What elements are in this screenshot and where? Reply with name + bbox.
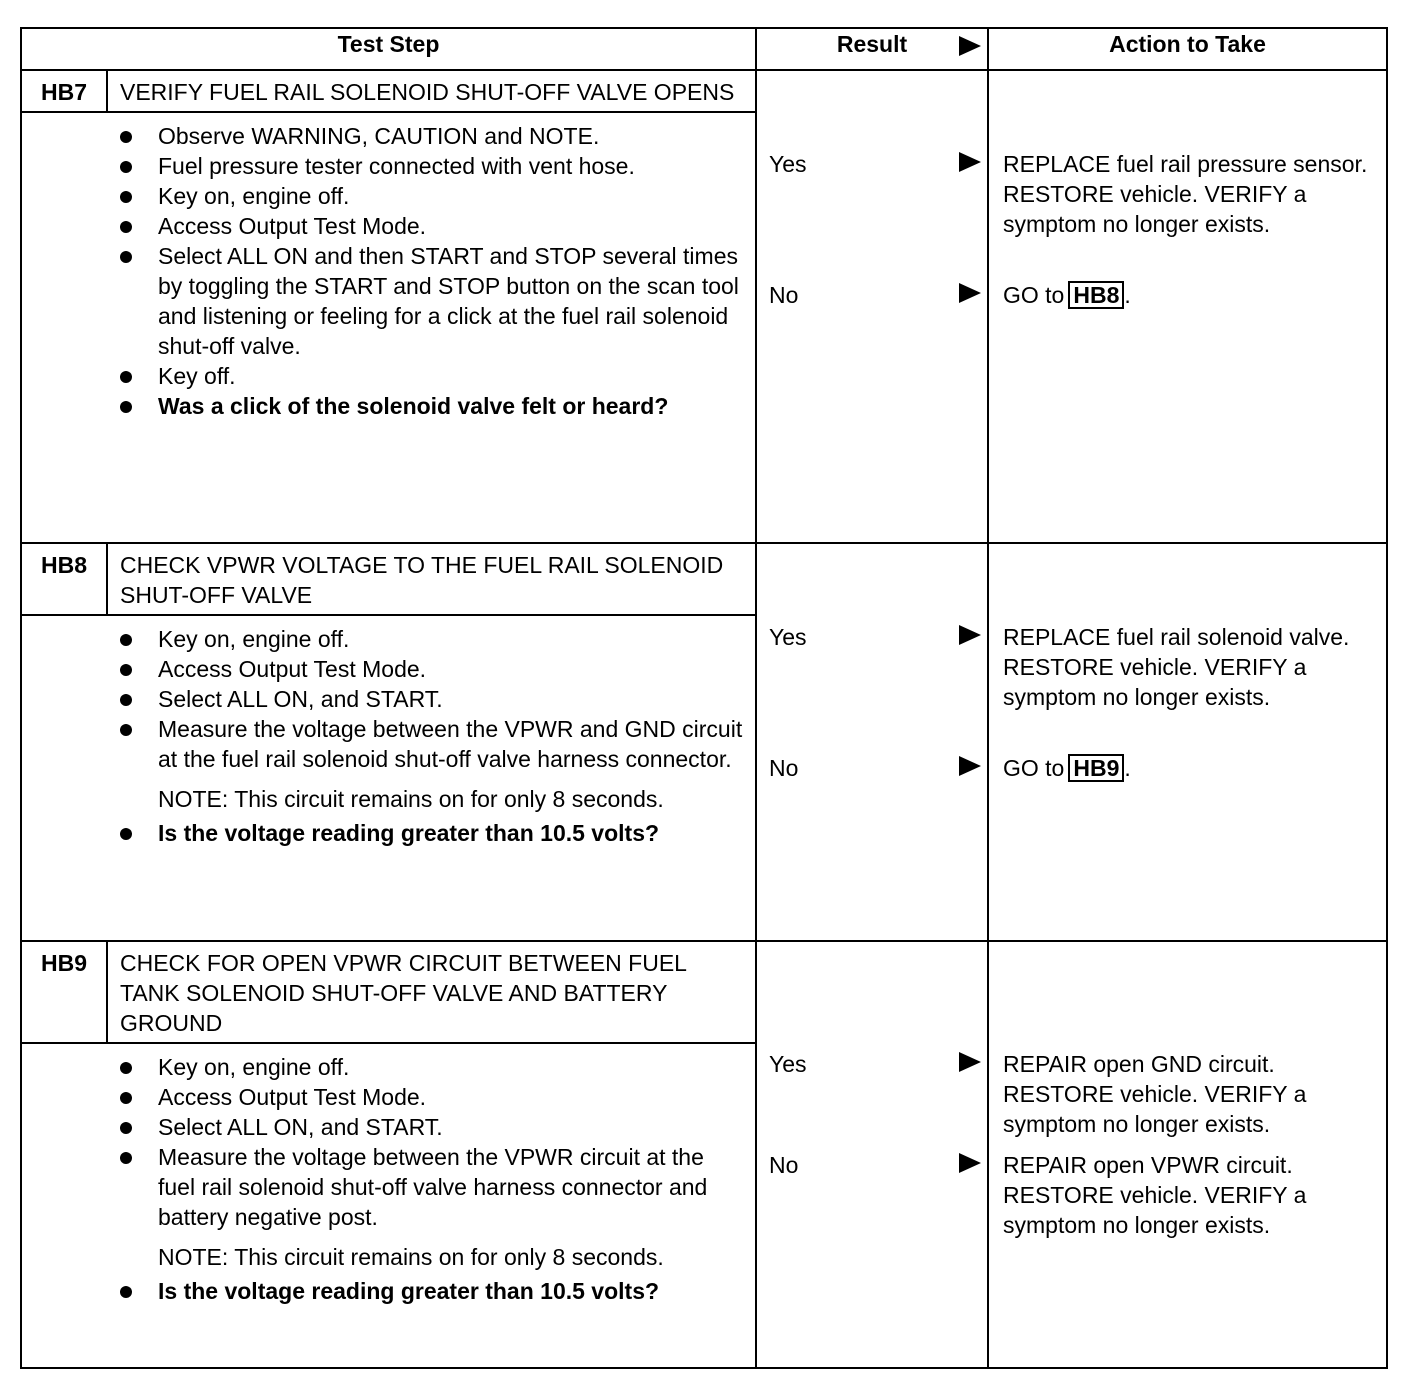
- result-no: [769, 280, 981, 310]
- action-cell: [988, 543, 1387, 941]
- step-id: HB9: [22, 942, 108, 1042]
- step-question: Was a click of the solenoid valve felt or heard?: [116, 391, 745, 421]
- action-no-suffix: .: [1124, 282, 1131, 308]
- step-bullet: Key off.: [116, 361, 745, 391]
- action-no: [1003, 280, 1376, 310]
- result-yes-label: Yes: [769, 1051, 807, 1077]
- arrow-right-icon: [959, 1052, 981, 1072]
- test-step-cell: [21, 70, 756, 543]
- step-bullet: Access Output Test Mode.: [116, 654, 745, 684]
- result-no: [769, 1150, 981, 1180]
- step-heading: [22, 942, 755, 1044]
- result-yes: [769, 622, 981, 652]
- step-body: [22, 616, 755, 848]
- step-body: [22, 113, 755, 421]
- result-yes-label: Yes: [769, 151, 807, 177]
- diagnostic-table: [20, 27, 1388, 1369]
- step-bullet: Select ALL ON and then START and STOP several times by toggling the START and STOP button on the scan tool and listening or feeling for a click at the fuel rail solenoid shut-off valve.: [116, 241, 745, 361]
- step-body: [22, 1044, 755, 1306]
- test-step-cell: [21, 941, 756, 1368]
- result-no: [769, 753, 981, 783]
- diagnostic-table-page: [20, 27, 1386, 1367]
- result-yes-label: Yes: [769, 624, 807, 650]
- test-step-cell: [21, 543, 756, 941]
- action-no-prefix: GO to: [1003, 282, 1065, 308]
- step-bullet: Measure the voltage between the VPWR circuit at the fuel rail solenoid shut-off valve harness connector and battery negative post.: [116, 1142, 745, 1232]
- step-heading: [22, 71, 755, 113]
- step-title: CHECK VPWR VOLTAGE TO THE FUEL RAIL SOLENOID SHUT-OFF VALVE: [120, 552, 724, 608]
- step-id: HB8: [22, 544, 108, 614]
- result-no-label: No: [769, 282, 799, 308]
- step-note: NOTE: This circuit remains on for only 8 seconds.: [158, 786, 664, 812]
- action-yes: REPLACE fuel rail solenoid valve. RESTORE vehicle. VERIFY a symptom no longer exists.: [1003, 624, 1350, 710]
- arrow-right-icon: [959, 283, 981, 303]
- step-bullet: Observe WARNING, CAUTION and NOTE.: [116, 121, 745, 151]
- result-yes: [769, 149, 981, 179]
- step-title: CHECK FOR OPEN VPWR CIRCUIT BETWEEN FUEL TANK SOLENOID SHUT-OFF VALVE AND BATTERY GROUND: [120, 950, 687, 1036]
- step-bullet: Measure the voltage between the VPWR and GND circuit at the fuel rail solenoid shut-off valve harness connector.: [116, 714, 745, 774]
- arrow-right-icon: [959, 756, 981, 776]
- step-bullet: Fuel pressure tester connected with vent hose.: [116, 151, 745, 181]
- step-bullet: Key on, engine off.: [116, 181, 745, 211]
- step-title: VERIFY FUEL RAIL SOLENOID SHUT-OFF VALVE OPENS: [120, 79, 735, 105]
- header-result: [756, 28, 988, 70]
- action-cell: [988, 70, 1387, 543]
- step-question: Is the voltage reading greater than 10.5 volts?: [116, 818, 745, 848]
- arrow-right-icon: [959, 152, 981, 172]
- header-test-step: Test Step: [21, 28, 756, 70]
- step-row-hb8: [21, 543, 1387, 941]
- action-yes: REPLACE fuel rail pressure sensor. RESTORE vehicle. VERIFY a symptom no longer exists.: [1003, 151, 1368, 237]
- step-question: Is the voltage reading greater than 10.5 volts?: [116, 1276, 745, 1306]
- step-reference: HB9: [1068, 754, 1124, 782]
- result-cell: [756, 70, 988, 543]
- step-bullet: Key on, engine off.: [116, 1052, 745, 1082]
- step-bullet: Access Output Test Mode.: [116, 211, 745, 241]
- arrow-right-icon: [959, 36, 981, 56]
- step-reference: HB8: [1068, 281, 1124, 309]
- step-row-hb7: [21, 70, 1387, 543]
- step-bullet: Access Output Test Mode.: [116, 1082, 745, 1112]
- action-yes: REPAIR open GND circuit. RESTORE vehicle. VERIFY a symptom no longer exists.: [1003, 1051, 1307, 1137]
- header-result-label: Result: [836, 31, 908, 57]
- step-id: HB7: [22, 71, 108, 111]
- result-yes: [769, 1049, 981, 1079]
- step-bullet: Key on, engine off.: [116, 624, 745, 654]
- action-no: [1003, 753, 1376, 783]
- result-no-label: No: [769, 1152, 799, 1178]
- header-action: Action to Take: [988, 28, 1387, 70]
- action-no-prefix: GO to: [1003, 755, 1065, 781]
- action-no-suffix: .: [1124, 755, 1131, 781]
- result-cell: [756, 543, 988, 941]
- result-no-label: No: [769, 755, 799, 781]
- action-cell: [988, 941, 1387, 1368]
- action-no: REPAIR open VPWR circuit. RESTORE vehicle. VERIFY a symptom no longer exists.: [1003, 1152, 1307, 1238]
- step-bullet: Select ALL ON, and START.: [116, 684, 745, 714]
- arrow-right-icon: [959, 625, 981, 645]
- step-heading: [22, 544, 755, 616]
- step-bullet: Select ALL ON, and START.: [116, 1112, 745, 1142]
- header-row: [21, 28, 1387, 70]
- arrow-right-icon: [959, 1153, 981, 1173]
- step-note: NOTE: This circuit remains on for only 8 seconds.: [158, 1244, 664, 1270]
- result-cell: [756, 941, 988, 1368]
- step-row-hb9: [21, 941, 1387, 1368]
